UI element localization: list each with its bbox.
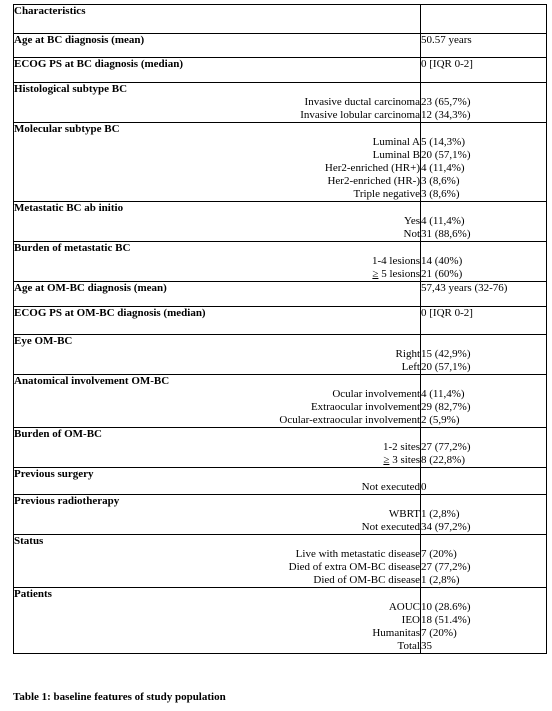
section-header: Anatomical involvement OM-BC <box>14 375 421 389</box>
table-row <box>14 162 547 175</box>
section-header-value <box>421 468 547 482</box>
section-header-row <box>14 375 547 389</box>
section-header: ECOG PS at BC diagnosis (median) <box>14 58 421 83</box>
table-row <box>14 109 547 123</box>
row-label: Ocular involvement <box>14 388 421 401</box>
table-row <box>14 255 547 268</box>
row-value: 34 (97,2%) <box>421 521 547 535</box>
section-header-value <box>421 495 547 509</box>
row-label: Luminal A <box>14 136 421 149</box>
section-header-value: 50.57 years <box>421 34 547 58</box>
table-row <box>14 268 547 282</box>
row-value: 14 (40%) <box>421 255 547 268</box>
section-header-row <box>14 83 547 97</box>
section-header-row <box>14 468 547 482</box>
section-header: Histological subtype BC <box>14 83 421 97</box>
table-row <box>14 614 547 627</box>
row-label: Total <box>14 640 421 654</box>
table-row <box>14 508 547 521</box>
section-header-value <box>421 202 547 216</box>
section-header-value <box>421 588 547 602</box>
section-header: Characteristics <box>14 5 421 34</box>
row-value: 20 (57,1%) <box>421 361 547 375</box>
row-value: 2 (5,9%) <box>421 414 547 428</box>
section-header-row <box>14 495 547 509</box>
row-label-text: 5 lesions <box>378 268 420 280</box>
section-header: Molecular subtype BC <box>14 123 421 137</box>
row-value: 31 (88,6%) <box>421 228 547 242</box>
section-header: Previous radiotherapy <box>14 495 421 509</box>
row-label <box>14 268 421 282</box>
section-header-value <box>421 242 547 256</box>
row-label: Left <box>14 361 421 375</box>
section-header: Burden of metastatic BC <box>14 242 421 256</box>
table-row <box>14 215 547 228</box>
table-row <box>14 96 547 109</box>
row-value: 27 (77,2%) <box>421 561 547 574</box>
row-label: Luminal B <box>14 149 421 162</box>
row-value: 5 (14,3%) <box>421 136 547 149</box>
row-value: 35 <box>421 640 547 654</box>
section-header-row <box>14 307 547 335</box>
table-row <box>14 188 547 202</box>
row-value: 29 (82,7%) <box>421 401 547 414</box>
row-label: IEO <box>14 614 421 627</box>
table-row <box>14 414 547 428</box>
table-row <box>14 574 547 588</box>
row-value: 0 <box>421 481 547 495</box>
section-header-row <box>14 242 547 256</box>
row-value: 4 (11,4%) <box>421 388 547 401</box>
section-header: Eye OM-BC <box>14 335 421 349</box>
table-row <box>14 175 547 188</box>
section-header-row <box>14 58 547 83</box>
table-row <box>14 388 547 401</box>
section-header-row <box>14 588 547 602</box>
row-value: 7 (20%) <box>421 548 547 561</box>
table-caption: Table 1: baseline features of study population <box>13 691 226 703</box>
section-header-value <box>421 83 547 97</box>
table-row <box>14 548 547 561</box>
row-label: Right <box>14 348 421 361</box>
row-value: 4 (11,4%) <box>421 162 547 175</box>
row-label: Yes <box>14 215 421 228</box>
section-header-row <box>14 428 547 442</box>
table-row <box>14 601 547 614</box>
table-row <box>14 481 547 495</box>
row-label: Invasive ductal carcinoma <box>14 96 421 109</box>
table-row <box>14 348 547 361</box>
section-header-value <box>421 535 547 549</box>
study-population-table <box>13 4 547 654</box>
row-label: Not executed <box>14 521 421 535</box>
table-row <box>14 136 547 149</box>
section-header-value <box>421 123 547 137</box>
row-label: Died of OM-BC disease <box>14 574 421 588</box>
table-row <box>14 361 547 375</box>
row-label: Not <box>14 228 421 242</box>
table-row <box>14 454 547 468</box>
row-value: 10 (28.6%) <box>421 601 547 614</box>
section-header: Age at BC diagnosis (mean) <box>14 34 421 58</box>
row-label: WBRT <box>14 508 421 521</box>
row-label <box>14 454 421 468</box>
row-value: 3 (8,6%) <box>421 175 547 188</box>
row-value: 18 (51.4%) <box>421 614 547 627</box>
row-value: 1 (2,8%) <box>421 508 547 521</box>
row-label: AOUC <box>14 601 421 614</box>
row-label: Her2-enriched (HR+) <box>14 162 421 175</box>
section-header-row <box>14 123 547 137</box>
table-row <box>14 401 547 414</box>
row-value: 8 (22,8%) <box>421 454 547 468</box>
table-row <box>14 228 547 242</box>
row-value: 15 (42,9%) <box>421 348 547 361</box>
section-header-value: 0 [IQR 0-2] <box>421 58 547 83</box>
table-row <box>14 441 547 454</box>
section-header: Patients <box>14 588 421 602</box>
section-header-value <box>421 335 547 349</box>
row-label-text: 3 sites <box>389 454 420 466</box>
section-header-row <box>14 282 547 307</box>
section-header-row <box>14 34 547 58</box>
section-header-row <box>14 5 547 34</box>
table-row <box>14 561 547 574</box>
section-header-row <box>14 202 547 216</box>
row-value: 27 (77,2%) <box>421 441 547 454</box>
row-value: 23 (65,7%) <box>421 96 547 109</box>
section-header: Metastatic BC ab initio <box>14 202 421 216</box>
row-label: Invasive lobular carcinoma <box>14 109 421 123</box>
row-label: Not executed <box>14 481 421 495</box>
row-value: 20 (57,1%) <box>421 149 547 162</box>
row-label: Ocular-extraocular involvement <box>14 414 421 428</box>
inequality-symbol: ≥ <box>383 454 390 466</box>
table-row <box>14 627 547 640</box>
table-row <box>14 640 547 654</box>
row-label: Extraocular involvement <box>14 401 421 414</box>
row-label: Humanitas <box>14 627 421 640</box>
table-row <box>14 149 547 162</box>
row-value: 12 (34,3%) <box>421 109 547 123</box>
section-header-value <box>421 375 547 389</box>
section-header: Burden of OM-BC <box>14 428 421 442</box>
row-value: 3 (8,6%) <box>421 188 547 202</box>
row-label: 1-2 sites <box>14 441 421 454</box>
row-label: Triple negative <box>14 188 421 202</box>
row-value: 7 (20%) <box>421 627 547 640</box>
row-label: Died of extra OM-BC disease <box>14 561 421 574</box>
row-label: Live with metastatic disease <box>14 548 421 561</box>
row-value: 4 (11,4%) <box>421 215 547 228</box>
section-header-row <box>14 535 547 549</box>
section-header-value: 0 [IQR 0-2] <box>421 307 547 335</box>
section-header: ECOG PS at OM-BC diagnosis (median) <box>14 307 421 335</box>
table-row <box>14 521 547 535</box>
row-value: 21 (60%) <box>421 268 547 282</box>
section-header: Status <box>14 535 421 549</box>
row-label: 1-4 lesions <box>14 255 421 268</box>
row-value: 1 (2,8%) <box>421 574 547 588</box>
section-header-row <box>14 335 547 349</box>
inequality-symbol: ≥ <box>372 268 379 280</box>
section-header-value: 57,43 years (32-76) <box>421 282 547 307</box>
section-header-value <box>421 5 547 34</box>
section-header: Age at OM-BC diagnosis (mean) <box>14 282 421 307</box>
section-header-value <box>421 428 547 442</box>
section-header: Previous surgery <box>14 468 421 482</box>
row-label: Her2-enriched (HR-) <box>14 175 421 188</box>
